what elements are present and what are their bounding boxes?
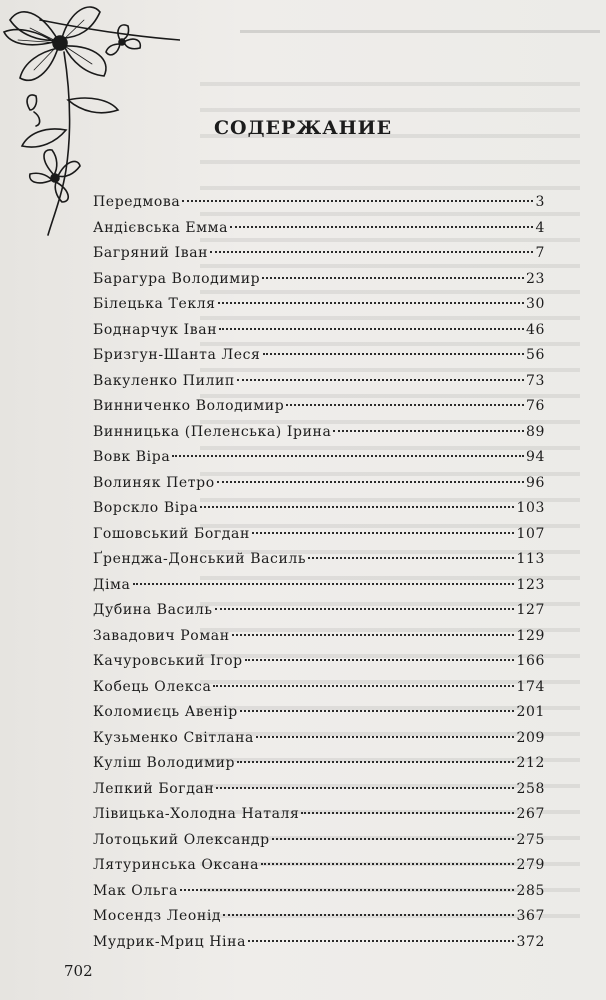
toc-entry-name: Гошовський Богдан (93, 525, 250, 542)
toc-leader-dots (248, 940, 514, 942)
toc-entry-page: 94 (525, 449, 545, 465)
toc-entry (93, 577, 545, 603)
toc-entry-name: Качуровський Ігор (93, 653, 243, 669)
toc-leader-dots (245, 659, 515, 661)
toc-entry-name: Мак Ольга (93, 882, 178, 899)
toc-entry-name: Завадович Роман (93, 627, 230, 644)
table-of-contents (93, 194, 545, 959)
toc-entry-name: Вовк Віра (93, 449, 171, 465)
toc-entry-page: 107 (516, 525, 545, 542)
toc-leader-dots (172, 455, 524, 457)
toc-leader-dots (263, 353, 524, 355)
toc-leader-dots (216, 787, 514, 789)
toc-entry-page: 267 (516, 806, 545, 822)
toc-entry (93, 730, 545, 756)
toc-entry-name: Багряний Іван (93, 245, 209, 261)
toc-entry (93, 781, 545, 807)
page-title: СОДЕРЖАНИЕ (213, 117, 393, 139)
toc-leader-dots (200, 506, 514, 508)
toc-entry-page: 7 (535, 245, 545, 261)
toc-entry-name: Винниченко Володимир (93, 398, 285, 414)
toc-leader-dots (272, 838, 515, 840)
toc-entry-name: Мудрик-Мриц Ніна (93, 933, 247, 950)
toc-entry-page: 258 (516, 780, 545, 797)
toc-leader-dots (240, 710, 515, 712)
toc-entry-page: 89 (525, 423, 545, 440)
toc-leader-dots (133, 583, 515, 585)
toc-entry-page: 367 (516, 908, 545, 924)
toc-entry-page: 56 (525, 347, 545, 363)
toc-entry-page: 212 (516, 755, 545, 771)
toc-entry (93, 194, 545, 220)
toc-leader-dots (232, 634, 515, 636)
toc-leader-dots (210, 251, 533, 253)
toc-entry-name: Барагура Володимир (93, 270, 261, 287)
toc-leader-dots (213, 685, 514, 687)
toc-entry (93, 832, 545, 858)
toc-entry-page: 76 (525, 398, 545, 414)
toc-entry (93, 424, 545, 450)
toc-entry (93, 704, 545, 730)
toc-entry-page: 279 (516, 857, 545, 873)
toc-leader-dots (219, 328, 524, 330)
toc-leader-dots (182, 200, 533, 202)
toc-entry-page: 73 (525, 372, 545, 389)
toc-entry (93, 883, 545, 909)
toc-entry (93, 628, 545, 654)
toc-leader-dots (223, 914, 514, 916)
toc-entry (93, 934, 545, 960)
toc-leader-dots (301, 812, 514, 814)
toc-entry-name: Дубина Василь (93, 602, 213, 618)
toc-entry (93, 449, 545, 475)
toc-leader-dots (230, 226, 533, 228)
toc-entry (93, 220, 545, 246)
toc-entry-page: 113 (516, 551, 545, 567)
toc-leader-dots (237, 379, 524, 381)
toc-entry (93, 500, 545, 526)
toc-entry-name: Лятуринська Оксана (93, 857, 260, 873)
running-header-bleed (240, 24, 606, 38)
toc-entry-page: 96 (525, 474, 545, 491)
toc-leader-dots (218, 302, 524, 304)
toc-entry (93, 526, 545, 552)
toc-entry (93, 373, 545, 399)
toc-entry-page: 30 (525, 296, 545, 312)
toc-entry-name: Передмова (93, 194, 181, 210)
toc-leader-dots (333, 430, 524, 432)
toc-entry-name: Андієвська Емма (93, 219, 229, 236)
toc-entry-name: Кузьменко Світлана (93, 729, 254, 746)
toc-entry-name: Куліш Володимир (93, 755, 236, 771)
toc-entry (93, 398, 545, 424)
toc-entry-name: Лотоцький Олександр (93, 831, 270, 848)
toc-entry (93, 271, 545, 297)
toc-entry (93, 475, 545, 501)
toc-entry-name: Коломиєць Авенір (93, 704, 238, 720)
toc-entry-name: Лепкий Богдан (93, 780, 215, 797)
toc-entry-name: Волиняк Петро (93, 474, 215, 491)
toc-entry (93, 296, 545, 322)
toc-entry (93, 347, 545, 373)
toc-leader-dots (252, 532, 515, 534)
toc-entry-page: 123 (516, 576, 545, 593)
toc-entry-name: Ґренджа-Донський Василь (93, 551, 307, 567)
toc-entry (93, 245, 545, 271)
toc-entry-name: Мосендз Леонід (93, 908, 222, 924)
toc-entry-page: 275 (516, 831, 545, 848)
toc-leader-dots (261, 863, 514, 865)
toc-entry-page: 129 (516, 627, 545, 644)
toc-entry-name: Бризгун-Шанта Леся (93, 347, 261, 363)
toc-entry-name: Діма (93, 576, 131, 593)
toc-entry (93, 322, 545, 348)
toc-entry-page: 4 (535, 219, 545, 236)
toc-entry-page: 372 (516, 933, 545, 950)
toc-leader-dots (262, 277, 524, 279)
toc-entry (93, 602, 545, 628)
toc-leader-dots (237, 761, 514, 763)
toc-entry-page: 201 (516, 704, 545, 720)
toc-leader-dots (217, 481, 524, 483)
toc-entry (93, 679, 545, 705)
toc-entry-name: Ворскло Віра (93, 500, 199, 516)
toc-entry (93, 908, 545, 934)
toc-entry (93, 806, 545, 832)
toc-entry-name: Кобець Олекса (93, 678, 212, 695)
toc-entry-page: 3 (535, 194, 545, 210)
toc-entry (93, 857, 545, 883)
toc-entry-page: 285 (516, 882, 545, 899)
toc-leader-dots (286, 404, 524, 406)
toc-entry-name: Білецька Текля (93, 296, 216, 312)
page-number: 702 (64, 962, 93, 980)
toc-entry (93, 551, 545, 577)
toc-entry-name: Винницька (Пеленська) Ірина (93, 423, 332, 440)
toc-entry-name: Лівицька-Холодна Наталя (93, 806, 300, 822)
toc-entry-page: 23 (525, 270, 545, 287)
toc-leader-dots (308, 557, 514, 559)
toc-entry (93, 653, 545, 679)
toc-entry-page: 209 (516, 729, 545, 746)
toc-entry-page: 46 (525, 321, 545, 338)
toc-entry-page: 174 (516, 678, 545, 695)
toc-entry-page: 103 (516, 500, 545, 516)
toc-entry-page: 166 (516, 653, 545, 669)
toc-leader-dots (256, 736, 514, 738)
toc-entry (93, 755, 545, 781)
toc-entry-name: Вакуленко Пилип (93, 372, 235, 389)
toc-leader-dots (215, 608, 515, 610)
toc-entry-name: Боднарчук Іван (93, 321, 218, 338)
toc-entry-page: 127 (516, 602, 545, 618)
toc-leader-dots (180, 889, 515, 891)
